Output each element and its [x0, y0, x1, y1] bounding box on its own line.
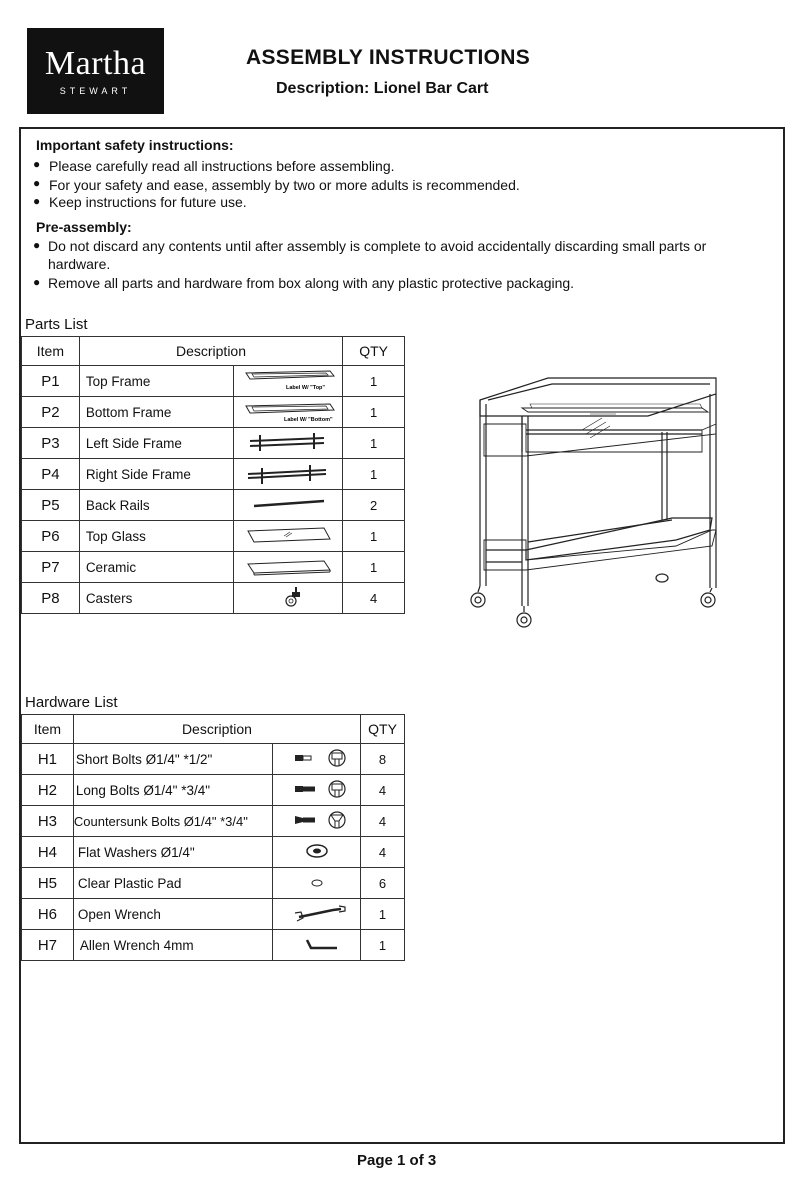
- table-row: [22, 428, 405, 459]
- table-header-row: [22, 337, 405, 366]
- col-item: Item: [22, 337, 80, 366]
- col-qty: QTY: [361, 715, 405, 744]
- ceramic-icon: [234, 552, 343, 583]
- bullet-icon: ●: [33, 157, 41, 171]
- col-description: Description: [73, 715, 360, 744]
- item-description: Casters: [79, 583, 233, 614]
- item-code: H5: [22, 868, 74, 899]
- preassembly-heading: Pre-assembly:: [36, 219, 132, 235]
- pic-label: Label W/ "Top": [286, 384, 326, 391]
- table-row: [22, 837, 405, 868]
- item-qty: 1: [343, 552, 405, 583]
- item-code: P5: [22, 490, 80, 521]
- preassembly-item: Remove all parts and hardware from box along with any plastic protective packaging.: [48, 275, 575, 291]
- page-subtitle: Description: Lionel Bar Cart: [276, 80, 489, 97]
- item-code: P8: [22, 583, 80, 614]
- item-qty: 1: [343, 521, 405, 552]
- item-description: Back Rails: [79, 490, 233, 521]
- item-description: Clear Plastic Pad: [73, 868, 272, 899]
- item-qty: 1: [361, 930, 405, 961]
- item-description: Top Frame: [79, 366, 233, 397]
- table-row: [22, 899, 405, 930]
- preassembly-item-cont: hardware.: [48, 256, 111, 272]
- table-row: [22, 583, 405, 614]
- col-qty: QTY: [343, 337, 405, 366]
- open-wrench-icon: [273, 899, 361, 930]
- plastic-pad-icon: [273, 868, 361, 899]
- item-description: Countersunk Bolts Ø1/4" *3/4": [73, 806, 272, 837]
- table-row: [22, 744, 405, 775]
- item-code: P7: [22, 552, 80, 583]
- item-qty: 1: [343, 459, 405, 490]
- parts-table: [21, 336, 405, 614]
- top-frame-icon: [234, 366, 343, 397]
- preassembly-item: Do not discard any contents until after assembly is complete to avoid accidentally discarding small parts or: [48, 238, 707, 254]
- side-frame-icon: [234, 428, 343, 459]
- bottom-frame-icon: [234, 397, 343, 428]
- item-code: P2: [22, 397, 80, 428]
- item-description: Open Wrench: [73, 899, 272, 930]
- item-code: P4: [22, 459, 80, 490]
- parts-list-label: Parts List: [25, 316, 88, 333]
- item-qty: 1: [361, 899, 405, 930]
- item-code: H2: [22, 775, 74, 806]
- side-frame-icon: [234, 459, 343, 490]
- item-description: Long Bolts Ø1/4" *3/4": [73, 775, 272, 806]
- item-code: H3: [22, 806, 74, 837]
- countersunk-bolt-icon: [273, 806, 361, 837]
- table-header-row: [22, 715, 405, 744]
- item-qty: 4: [343, 583, 405, 614]
- item-qty: 2: [343, 490, 405, 521]
- washer-icon: [273, 837, 361, 868]
- item-qty: 1: [343, 428, 405, 459]
- table-row: [22, 552, 405, 583]
- col-description: Description: [79, 337, 342, 366]
- item-code: H4: [22, 837, 74, 868]
- table-row: [22, 868, 405, 899]
- item-code: H6: [22, 899, 74, 930]
- bullet-icon: ●: [33, 275, 41, 289]
- col-item: Item: [22, 715, 74, 744]
- bar-cart-illustration: [462, 370, 732, 632]
- item-qty: 4: [361, 837, 405, 868]
- item-code: H7: [22, 930, 74, 961]
- item-description: Ceramic: [79, 552, 233, 583]
- bullet-icon: ●: [33, 176, 41, 190]
- table-row: [22, 930, 405, 961]
- safety-item: For your safety and ease, assembly by two or more adults is recommended.: [49, 177, 520, 193]
- item-description: Right Side Frame: [79, 459, 233, 490]
- page-title: ASSEMBLY INSTRUCTIONS: [246, 46, 531, 69]
- item-code: P6: [22, 521, 80, 552]
- brand-logo: [27, 28, 164, 114]
- table-row: [22, 806, 405, 837]
- item-code: P3: [22, 428, 80, 459]
- allen-wrench-icon: [273, 930, 361, 961]
- safety-heading: Important safety instructions:: [36, 137, 234, 153]
- item-qty: 1: [343, 397, 405, 428]
- table-row: [22, 775, 405, 806]
- table-row: [22, 397, 405, 428]
- safety-item: Keep instructions for future use.: [49, 194, 247, 210]
- item-qty: 8: [361, 744, 405, 775]
- rail-icon: [234, 490, 343, 521]
- table-row: [22, 490, 405, 521]
- caster-icon: [234, 583, 343, 614]
- item-description: Flat Washers Ø1/4": [73, 837, 272, 868]
- item-qty: 1: [343, 366, 405, 397]
- long-bolt-icon: [273, 775, 361, 806]
- logo-sub: STEWART: [59, 86, 132, 96]
- item-description: Top Glass: [79, 521, 233, 552]
- item-qty: 4: [361, 806, 405, 837]
- glass-icon: [234, 521, 343, 552]
- table-row: [22, 459, 405, 490]
- pic-label: Label W/ "Bottom": [284, 416, 333, 423]
- item-qty: 6: [361, 868, 405, 899]
- short-bolt-icon: [273, 744, 361, 775]
- page-number: Page 1 of 3: [357, 1152, 437, 1169]
- item-description: Allen Wrench 4mm: [73, 930, 272, 961]
- bullet-icon: ●: [33, 238, 41, 252]
- item-description: Short Bolts Ø1/4" *1/2": [73, 744, 272, 775]
- item-code: H1: [22, 744, 74, 775]
- bullet-icon: ●: [33, 194, 41, 208]
- logo-brand: Martha: [44, 45, 147, 82]
- item-code: P1: [22, 366, 80, 397]
- item-description: Left Side Frame: [79, 428, 233, 459]
- safety-item: Please carefully read all instructions before assembling.: [49, 158, 395, 174]
- item-qty: 4: [361, 775, 405, 806]
- item-description: Bottom Frame: [79, 397, 233, 428]
- hardware-table: [21, 714, 405, 961]
- table-row: [22, 366, 405, 397]
- table-row: [22, 521, 405, 552]
- hardware-list-label: Hardware List: [25, 694, 118, 711]
